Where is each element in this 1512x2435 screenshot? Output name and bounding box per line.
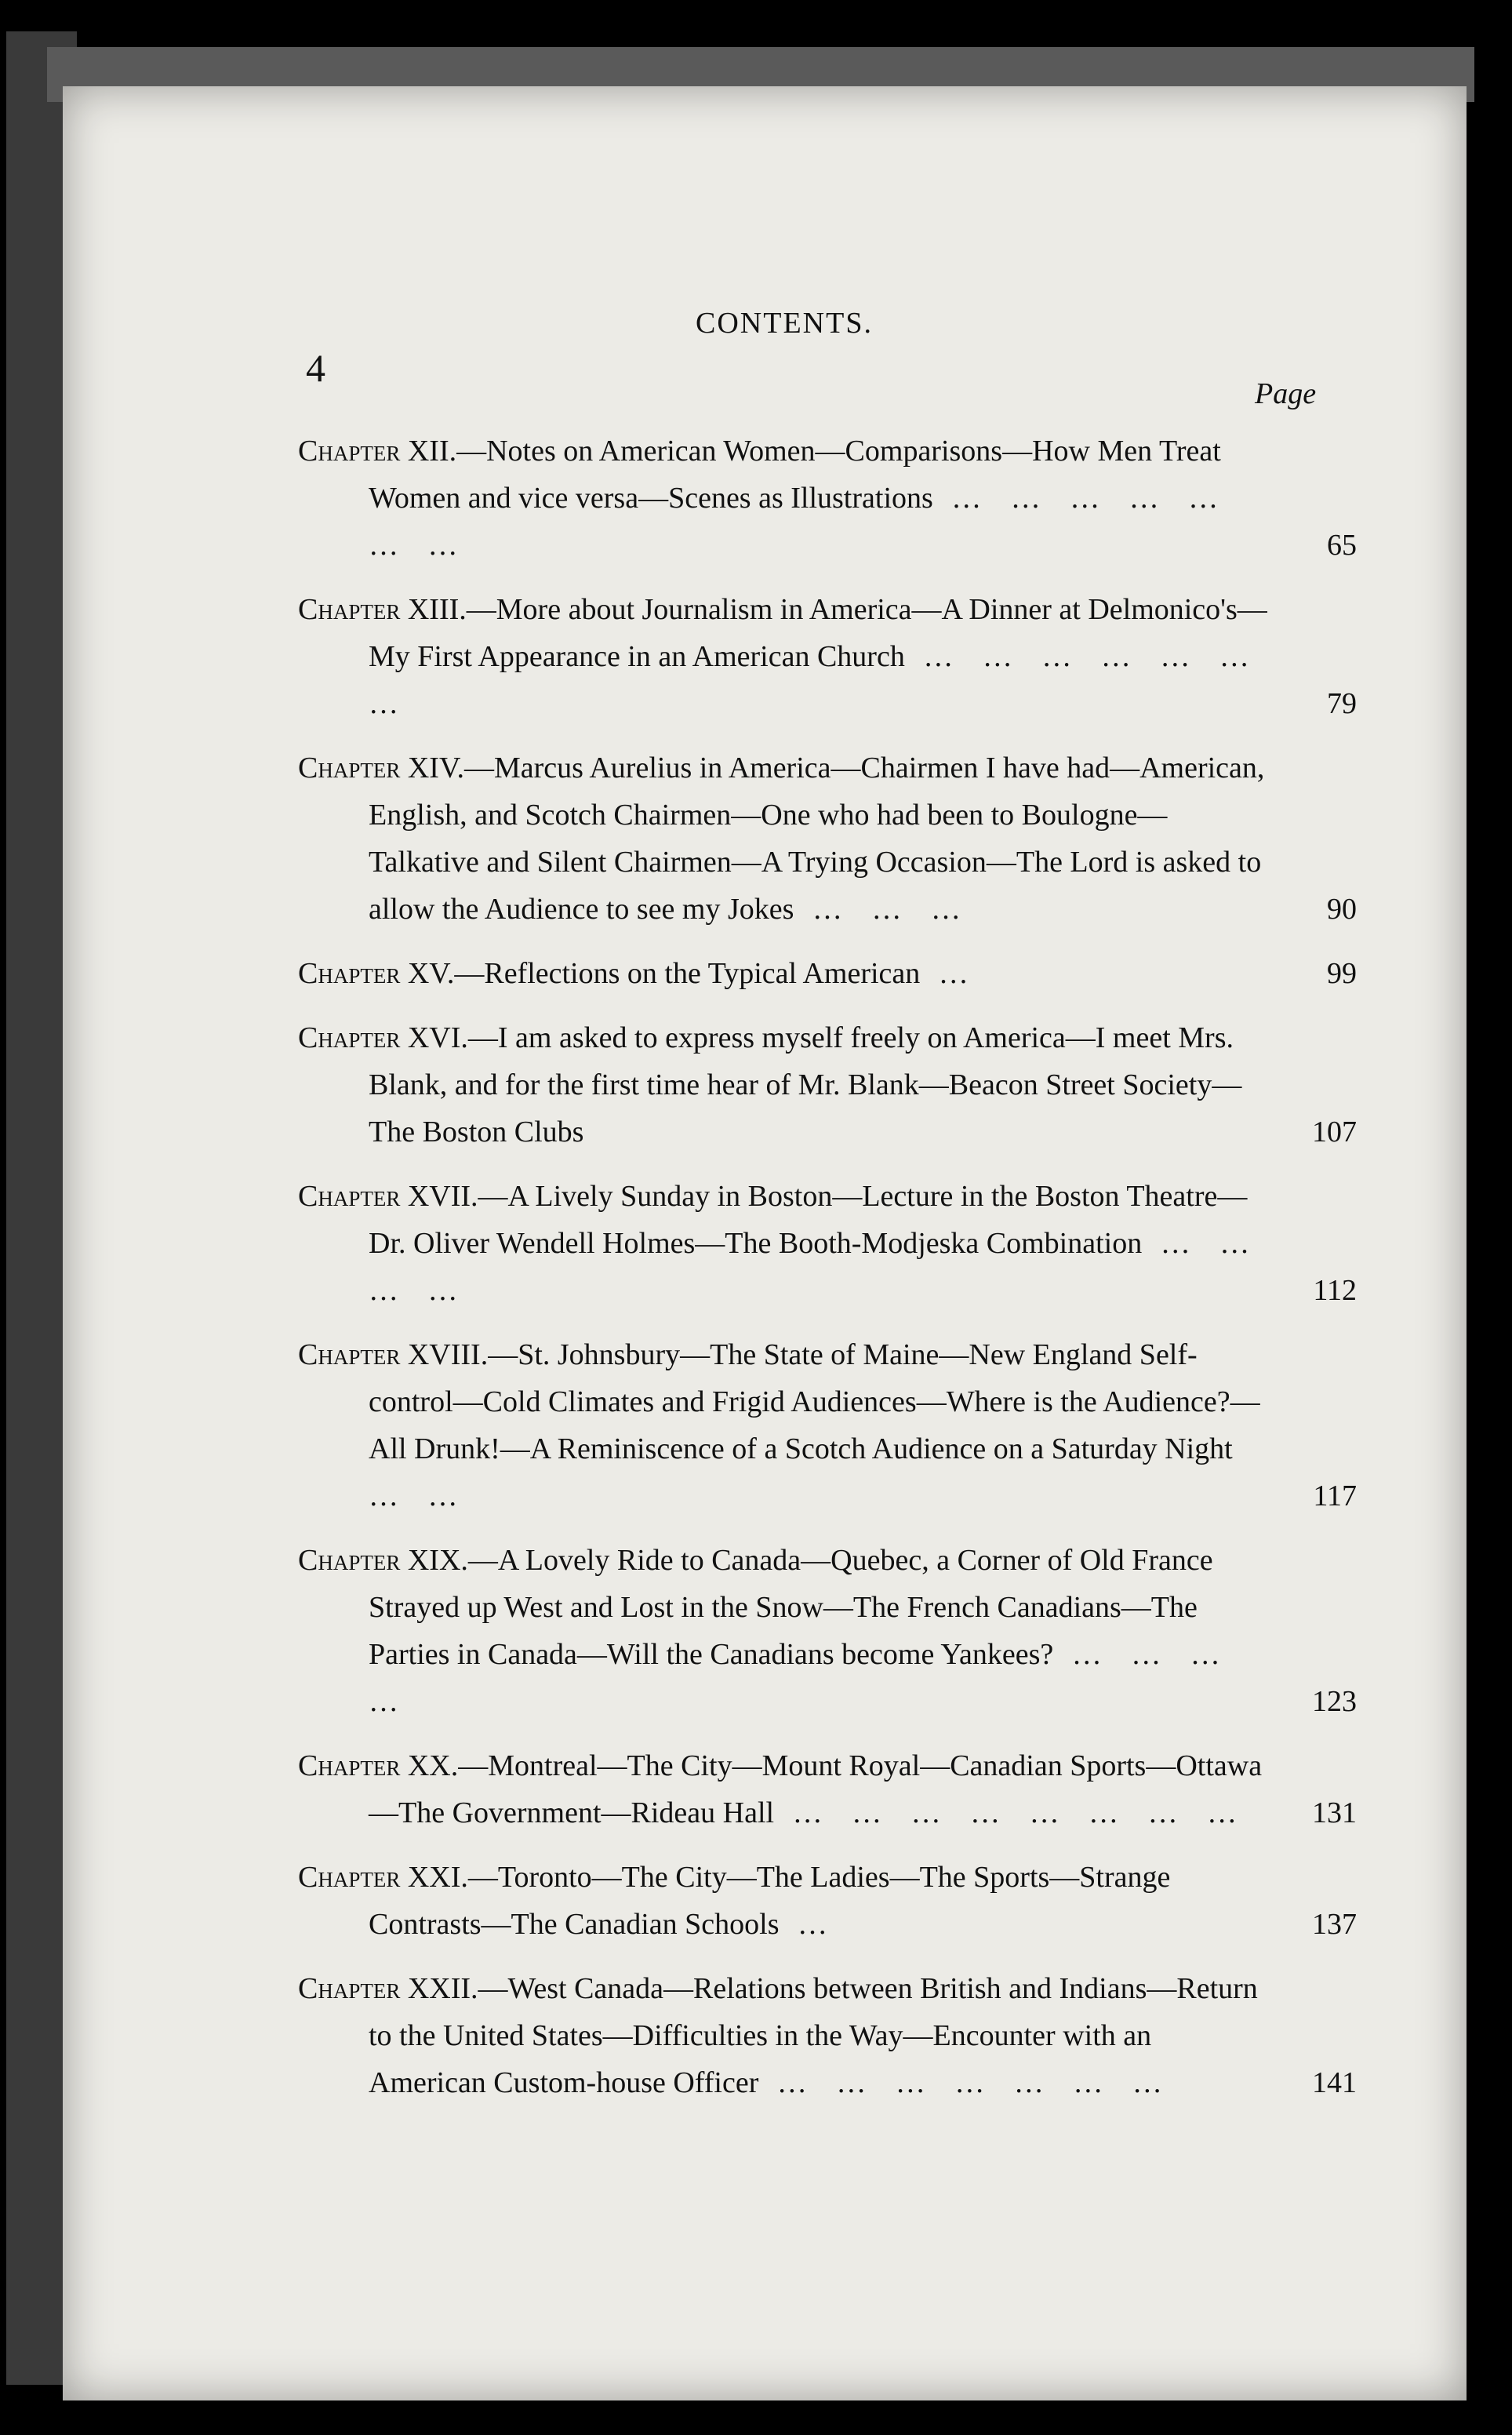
page-ref: 137 [1312, 1908, 1357, 1941]
table-of-contents [298, 428, 1357, 2124]
chapter-label: Chapter XX. [298, 1749, 459, 1782]
chapter-label: Chapter XIV. [298, 752, 464, 784]
page-ref: 131 [1312, 1796, 1357, 1829]
leader-dots: … … … … … … … … [774, 1796, 1248, 1829]
contents-title: CONTENTS. [696, 307, 873, 340]
chapter-description: —A Lovely Ride to Canada—Quebec, a Corner of Old France Strayed up West and Lost in the Snow—The French Canadians—The Parties in Canada—Will the Canadians become Yankees? [369, 1544, 1213, 1671]
toc-entry-xvi [298, 1014, 1357, 1156]
toc-entry-xix [298, 1537, 1357, 1725]
toc-entry-xvii [298, 1173, 1357, 1314]
leader-dots: … … … … … … … [369, 640, 1260, 720]
chapter-label: Chapter XIX. [298, 1544, 468, 1577]
chapter-description: —Notes on American Women—Comparisons—How Men Treat Women and vice versa—Scenes as Illustrations [369, 435, 1221, 515]
chapter-description: —Marcus Aurelius in America—Chairmen I have had—American, English, and Scotch Chairmen—One who had been to Boulogne—Talkative and Silent Chairmen—A Trying Occasion—The Lord is asked to allow the Audience to see my Jokes [369, 752, 1265, 926]
toc-entry-xii [298, 428, 1357, 569]
leader-dots: … … … … [369, 1227, 1261, 1307]
chapter-label: Chapter XIII. [298, 593, 467, 626]
chapter-label: Chapter XXII. [298, 1972, 478, 2005]
chapter-label: Chapter XVII. [298, 1180, 478, 1213]
leader-dots: … … … [794, 893, 972, 926]
page-ref: 112 [1313, 1274, 1357, 1307]
chapter-label: Chapter XXI. [298, 1861, 468, 1894]
leader-dots: … … … … [369, 1638, 1231, 1718]
chapter-description: —Reflections on the Typical American [454, 957, 921, 990]
page-ref: 107 [1312, 1116, 1357, 1148]
chapter-label: Chapter XVI. [298, 1021, 468, 1054]
chapter-description: —I am asked to express myself freely on America—I meet Mrs. Blank, and for the first time hear of Mr. Blank—Beacon Street Society—The Boston Clubs [369, 1021, 1242, 1148]
leader-dots: … … [369, 1480, 469, 1512]
page-ref: 79 [1327, 687, 1357, 720]
page-ref: 99 [1327, 957, 1357, 990]
toc-entry-xxi [298, 1854, 1357, 1948]
chapter-description: —West Canada—Relations between British and Indians—Return to the United States—Difficulties in the Way—Encounter with an American Custom-house Officer [369, 1972, 1258, 2099]
chapter-label: Chapter XVIII. [298, 1338, 489, 1371]
page-column-label: Page [1255, 377, 1317, 410]
chapter-label: Chapter XII. [298, 435, 457, 468]
chapter-description: —More about Journalism in America—A Dinner at Delmonico's—My First Appearance in an American Church [369, 593, 1267, 673]
page-header [235, 306, 1333, 390]
leader-dots: … … … … … … … [369, 482, 1230, 562]
leader-dots: … [779, 1908, 838, 1941]
page-ref: 141 [1312, 2066, 1357, 2099]
toc-entry-xxii [298, 1965, 1357, 2106]
chapter-label: Chapter XV. [298, 957, 455, 990]
toc-entry-xiv [298, 744, 1357, 933]
chapter-description: —Montreal—The City—Mount Royal—Canadian Sports—Ottawa—The Government—Rideau Hall [369, 1749, 1263, 1829]
leader-dots: … … … … … … … [758, 2066, 1173, 2099]
chapter-description: —Toronto—The City—The Ladies—The Sports—Strange Contrasts—The Canadian Schools [369, 1861, 1171, 1941]
page-number: 4 [306, 346, 325, 390]
leader-dots: … [920, 957, 980, 990]
toc-entry-xv [298, 950, 1357, 997]
page-ref: 65 [1327, 529, 1357, 562]
chapter-description: —St. Johnsbury—The State of Maine—New England Self-control—Cold Climates and Frigid Audiences—Where is the Audience?—All Drunk!—A Reminiscence of a Scotch Audience on a Saturday Night [369, 1338, 1260, 1465]
toc-entry-xviii [298, 1331, 1357, 1520]
chapter-description: —A Lively Sunday in Boston—Lecture in the Boston Theatre—Dr. Oliver Wendell Holmes—The Booth-Modjeska Combination [369, 1180, 1248, 1260]
toc-entry-xx [298, 1742, 1357, 1836]
page-ref: 123 [1312, 1685, 1357, 1718]
page-ref: 117 [1313, 1480, 1357, 1512]
page-ref: 90 [1327, 893, 1357, 926]
toc-entry-xiii [298, 586, 1357, 727]
